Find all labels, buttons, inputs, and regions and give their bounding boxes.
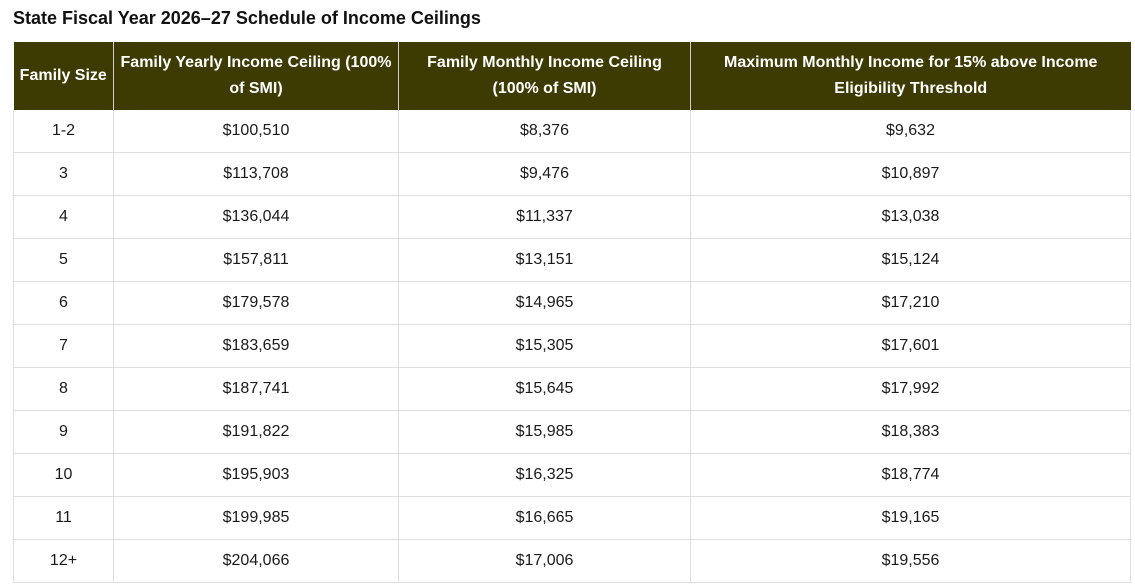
max-monthly-income-cell: $19,556 [691,540,1131,583]
family-size-cell: 7 [14,325,114,368]
header-row [14,42,1131,110]
table-row [14,282,1131,325]
yearly-ceiling-cell: $157,811 [114,239,399,282]
yearly-ceiling-cell: $113,708 [114,153,399,196]
yearly-ceiling-cell: $100,510 [114,110,399,153]
max-monthly-income-cell: $15,124 [691,239,1131,282]
family-size-cell: 11 [14,497,114,540]
max-monthly-income-cell: $10,897 [691,153,1131,196]
yearly-ceiling-cell: $199,985 [114,497,399,540]
monthly-ceiling-cell: $11,337 [399,196,691,239]
table-row [14,153,1131,196]
table-header [14,42,1131,110]
yearly-ceiling-cell: $136,044 [114,196,399,239]
table-body [14,110,1131,583]
monthly-ceiling-cell: $8,376 [399,110,691,153]
monthly-ceiling-cell: $14,965 [399,282,691,325]
max-monthly-income-cell: $19,165 [691,497,1131,540]
max-monthly-income-cell: $17,992 [691,368,1131,411]
table-row [14,497,1131,540]
table-row [14,325,1131,368]
max-monthly-income-cell: $18,383 [691,411,1131,454]
table-row [14,196,1131,239]
family-size-cell: 1-2 [14,110,114,153]
max-monthly-income-cell: $17,601 [691,325,1131,368]
monthly-ceiling-cell: $15,305 [399,325,691,368]
yearly-ceiling-cell: $195,903 [114,454,399,497]
family-size-cell: 3 [14,153,114,196]
monthly-ceiling-cell: $15,645 [399,368,691,411]
family-size-cell: 6 [14,282,114,325]
monthly-ceiling-cell: $13,151 [399,239,691,282]
table-row [14,110,1131,153]
family-size-cell: 5 [14,239,114,282]
family-size-cell: 8 [14,368,114,411]
yearly-ceiling-cell: $187,741 [114,368,399,411]
max-monthly-income-cell: $9,632 [691,110,1131,153]
page-title: State Fiscal Year 2026–27 Schedule of Income Ceilings [13,8,481,28]
monthly-ceiling-cell: $15,985 [399,411,691,454]
family-size-cell: 10 [14,454,114,497]
table-row [14,454,1131,497]
monthly-ceiling-cell: $17,006 [399,540,691,583]
family-size-cell: 9 [14,411,114,454]
table-row [14,411,1131,454]
header-monthly-income-ceiling: Family Monthly Income Ceiling (100% of SMI) [399,42,691,110]
max-monthly-income-cell: $18,774 [691,454,1131,497]
family-size-cell: 12+ [14,540,114,583]
table-row [14,239,1131,282]
monthly-ceiling-cell: $16,665 [399,497,691,540]
yearly-ceiling-cell: $179,578 [114,282,399,325]
income-ceilings-table [13,42,1131,583]
table-row [14,368,1131,411]
monthly-ceiling-cell: $9,476 [399,153,691,196]
header-max-monthly-income: Maximum Monthly Income for 15% above Income Eligibility Threshold [691,42,1131,110]
family-size-cell: 4 [14,196,114,239]
yearly-ceiling-cell: $204,066 [114,540,399,583]
max-monthly-income-cell: $17,210 [691,282,1131,325]
max-monthly-income-cell: $13,038 [691,196,1131,239]
yearly-ceiling-cell: $183,659 [114,325,399,368]
header-yearly-income-ceiling: Family Yearly Income Ceiling (100% of SMI) [114,42,399,110]
header-family-size: Family Size [14,42,114,110]
table-row [14,540,1131,583]
monthly-ceiling-cell: $16,325 [399,454,691,497]
yearly-ceiling-cell: $191,822 [114,411,399,454]
